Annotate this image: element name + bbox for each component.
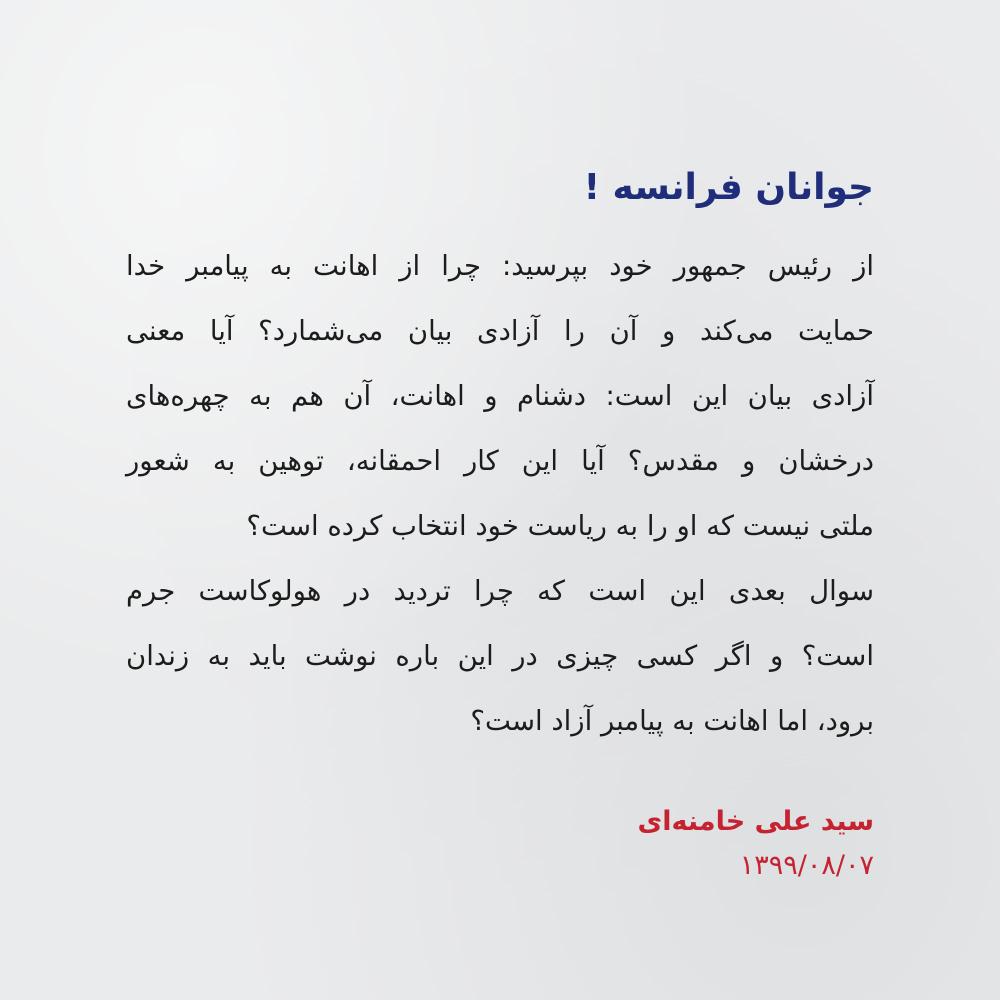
message-card (126, 158, 874, 754)
body-line: آزادی بیان این است: دشنام و اهانت، آن هم به چهره‌های (126, 380, 874, 412)
body-line: است؟ و اگر کسی چیزی در این باره نوشت باید به زندان (126, 640, 874, 672)
body-line: حمایت می‌کند و آن را آزادی بیان می‌شمارد؟ آیا معنی (126, 315, 874, 347)
signature-block (474, 800, 874, 888)
date-label: ۱۳۹۹/۰۸/۰۷ (739, 850, 874, 881)
message-body (126, 234, 874, 754)
body-line: برود، اما اهانت به پیامبر آزاد است؟ (470, 705, 874, 737)
body-line: ملتی نیست که او را به ریاست خود انتخاب کرده است؟ (246, 510, 874, 542)
page-title: جوانان فرانسه ! (583, 167, 874, 208)
body-line: از رئیس جمهور خود بپرسید: چرا از اهانت به پیامبر خدا (126, 250, 874, 282)
body-line: درخشان و مقدس؟ آیا این کار احمقانه، توهین به شعور (126, 445, 874, 477)
body-line: سوال بعدی این است که چرا تردید در هولوکاست جرم (126, 575, 874, 607)
author-name: سید علی خامنه‌ای (637, 806, 874, 837)
